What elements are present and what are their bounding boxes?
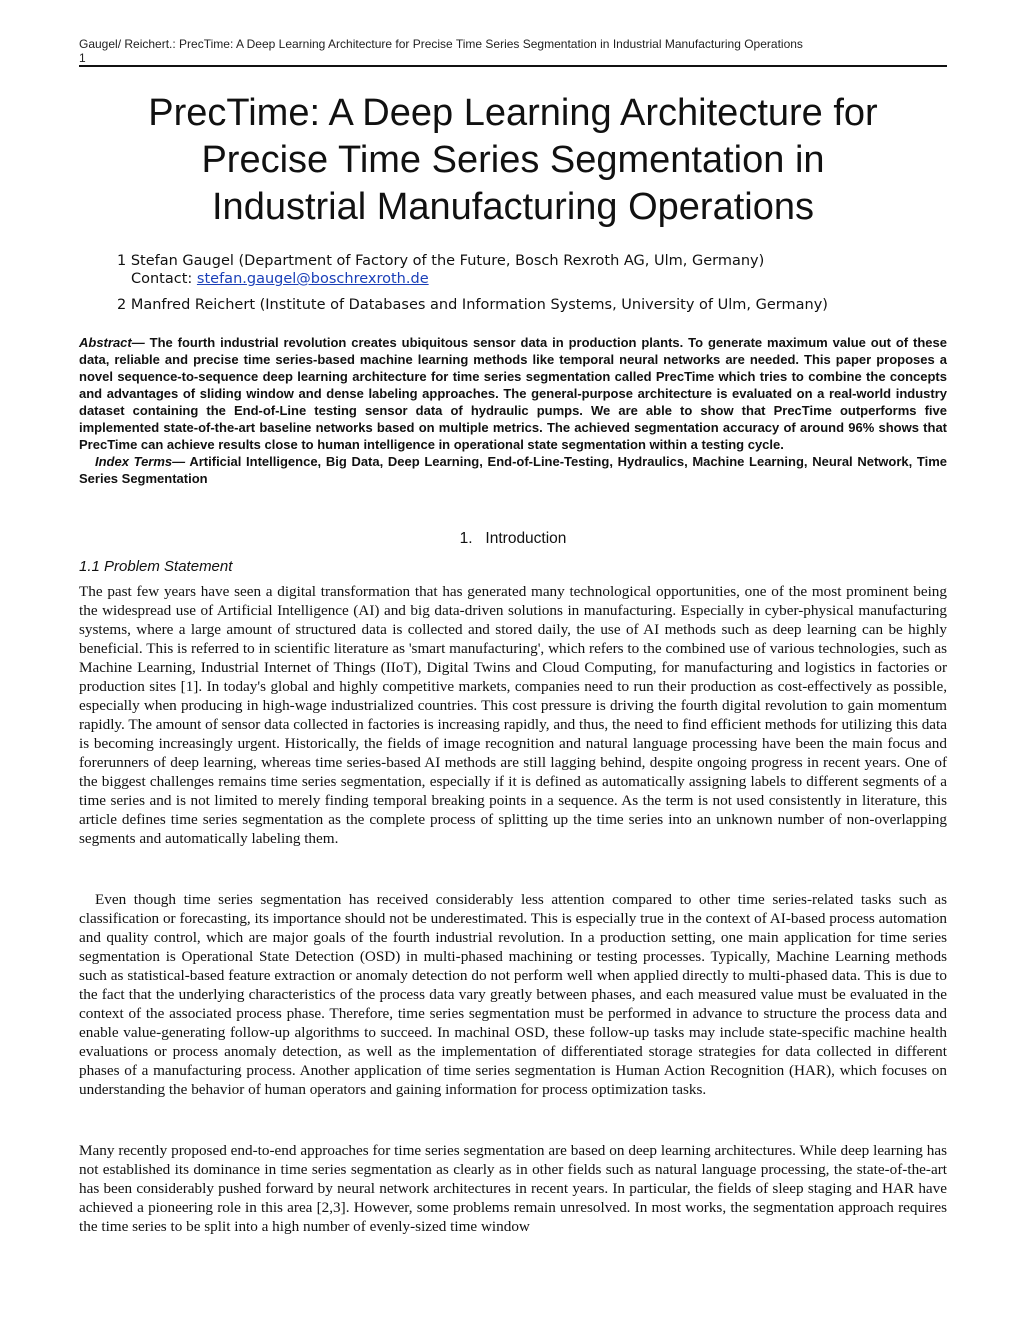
paragraph-3: Many recently proposed end-to-end approaches for time series segmentation are based on deep learning architectures. While deep learning has not established its dominance in time series segmentation as clearly as in other fields such as natural language processing, the state-of-the-art has been considerably pushed forward by neural network architectures in recent years. In particular, the fields of sleep staging and HAR have achieved a pioneering role in this area [2,3]. However, some problems remain unresolved. In most works, the segmentation approach requires the time series to be split into a high number of evenly-sized time window [79,1142,947,1235]
author-1-contact [117,270,947,288]
author-2 [117,296,947,314]
abstract-text: The fourth industrial revolution creates ubiquitous sensor data in production plants. To generate maximum value out of these data, reliable and precise time series-based machine learning methods like temporal neural networks are needed. This paper proposes a novel sequence-to-sequence deep learning architecture for time series segmentation called PrecTime which tries to combine the concepts and advantages of sliding window and dense labeling approaches. The general-purpose architecture is evaluated on a real-world industry dataset containing the End-of-Line testing sensor data of hydraulic pumps. We are able to show that PrecTime outperforms five implemented state-of-the-art baseline networks based on multiple metrics. The achieved segmentation accuracy of around 96% shows that PrecTime can achieve results close to human intelligence in operational state segmentation within a testing cycle. [79,335,947,452]
paper-title [79,90,947,231]
section-heading-introduction: 1. Introduction [459,530,567,547]
abstract [79,334,947,487]
author-email-link[interactable]: stefan.gaugel@boschrexroth.de [196,271,429,287]
index-terms [79,453,947,487]
running-head-text: Gaugel/ Reichert.: PrecTime: A Deep Learning Architecture for Precise Time Series Segmentation in Industrial Manufacturing Operations [79,37,803,51]
subsection-heading-problem-statement: 1.1 Problem Statement [79,558,233,575]
index-terms-label: Index Terms— [95,454,186,469]
title-line-3: Industrial Manufacturing Operations [212,186,814,228]
contact-label: Contact: [131,271,197,287]
paragraph-1: The past few years have seen a digital transformation that has generated many technological opportunities, one of the most prominent being the widespread use of Artificial Intelligence (AI) and big data-driven solutions in manufacturing. Especially in cyber-physical manufacturing systems, where a large amount of structured data is collected and stored daily, the use of AI methods such as deep learning can be highly beneficial. This is referred to in scientific literature as 'smart manufacturing', which refers to the combined use of various technologies, such as Machine Learning, Industrial Internet of Things (IIoT), Digital Twins and Cloud Computing, for manufacturing and logistics in factories or production sites [1]. In today's global and highly competitive markets, companies need to run their production as cost-effectively as possible, especially when producing in high-wage industrialized countries. This cost pressure is driving the fourth digital revolution to gain momentum rapidly. The amount of sensor data collected in factories is increasing rapidly, and thus, the need to find efficient methods for utilizing this data is becoming increasingly urgent. Historically, the fields of image recognition and natural language processing have been the main focus and forerunners of deep learning, whereas time series-based AI methods are still lagging behind, despite ongoing progress in recent years. One of the biggest challenges remains time series segmentation, especially if it is defined as automatically assigning labels to different segments of a time series and is not limited to merely finding temporal breaking points in a sequence. As the term is not used consistently in literature, this article defines time series segmentation as the complete process of splitting up the time series into an unknown number of non-overlapping segments and automatically labeling them. [79,583,947,847]
title-line-2: Precise Time Series Segmentation in [201,139,825,181]
author-1-affiliation: 1 Stefan Gaugel (Department of Factory of the Future, Bosch Rexroth AG, Ulm, Germany) [117,253,765,269]
abstract-body [79,334,947,453]
header-rule [79,65,947,67]
index-terms-text: Artificial Intelligence, Big Data, Deep Learning, End-of-Line-Testing, Hydraulics, Machine Learning, Neural Network, Time Series Segmentation [79,454,947,486]
page-number: 1 [79,51,86,65]
title-line-1: PrecTime: A Deep Learning Architecture for [148,92,878,134]
paragraph-2: Even though time series segmentation has received considerably less attention compared to other time series-related tasks such as classification or forecasting, its importance should not be underestimated. This is especially true in the context of AI-based process automation and quality control, which are major goals of the fourth industrial revolution. In a production setting, one main application for time series segmentation is Operational State Detection (OSD) in multi-phased machining or testing processes. Typically, Machine Learning methods such as statistical-based feature extraction or anomaly detection do not perform well when applied directly to multi-phased data. This is due to the fact that the underlying characteristics of the process data vary greatly between phases, and each measured value must be evaluated in the context of the associated process phase. Therefore, time series segmentation must be performed in advance to structure the process data and enable value-generating follow-up algorithms to succeed. In machinal OSD, these follow-up tasks may include state-specific machine health evaluations or process anomaly detection, as well as the implementation of differentiated storage strategies for data collected in different phases of a manufacturing process. Another application of time series segmentation is Human Action Recognition (HAR), which focuses on understanding the behavior of human operators and gaining information for process optimization tasks. [79,891,947,1098]
running-head [79,37,949,65]
author-1 [117,252,947,288]
abstract-label: Abstract— [79,335,145,350]
author-2-affiliation: 2 Manfred Reichert (Institute of Databases and Information Systems, University of Ulm, Germany) [117,297,828,313]
